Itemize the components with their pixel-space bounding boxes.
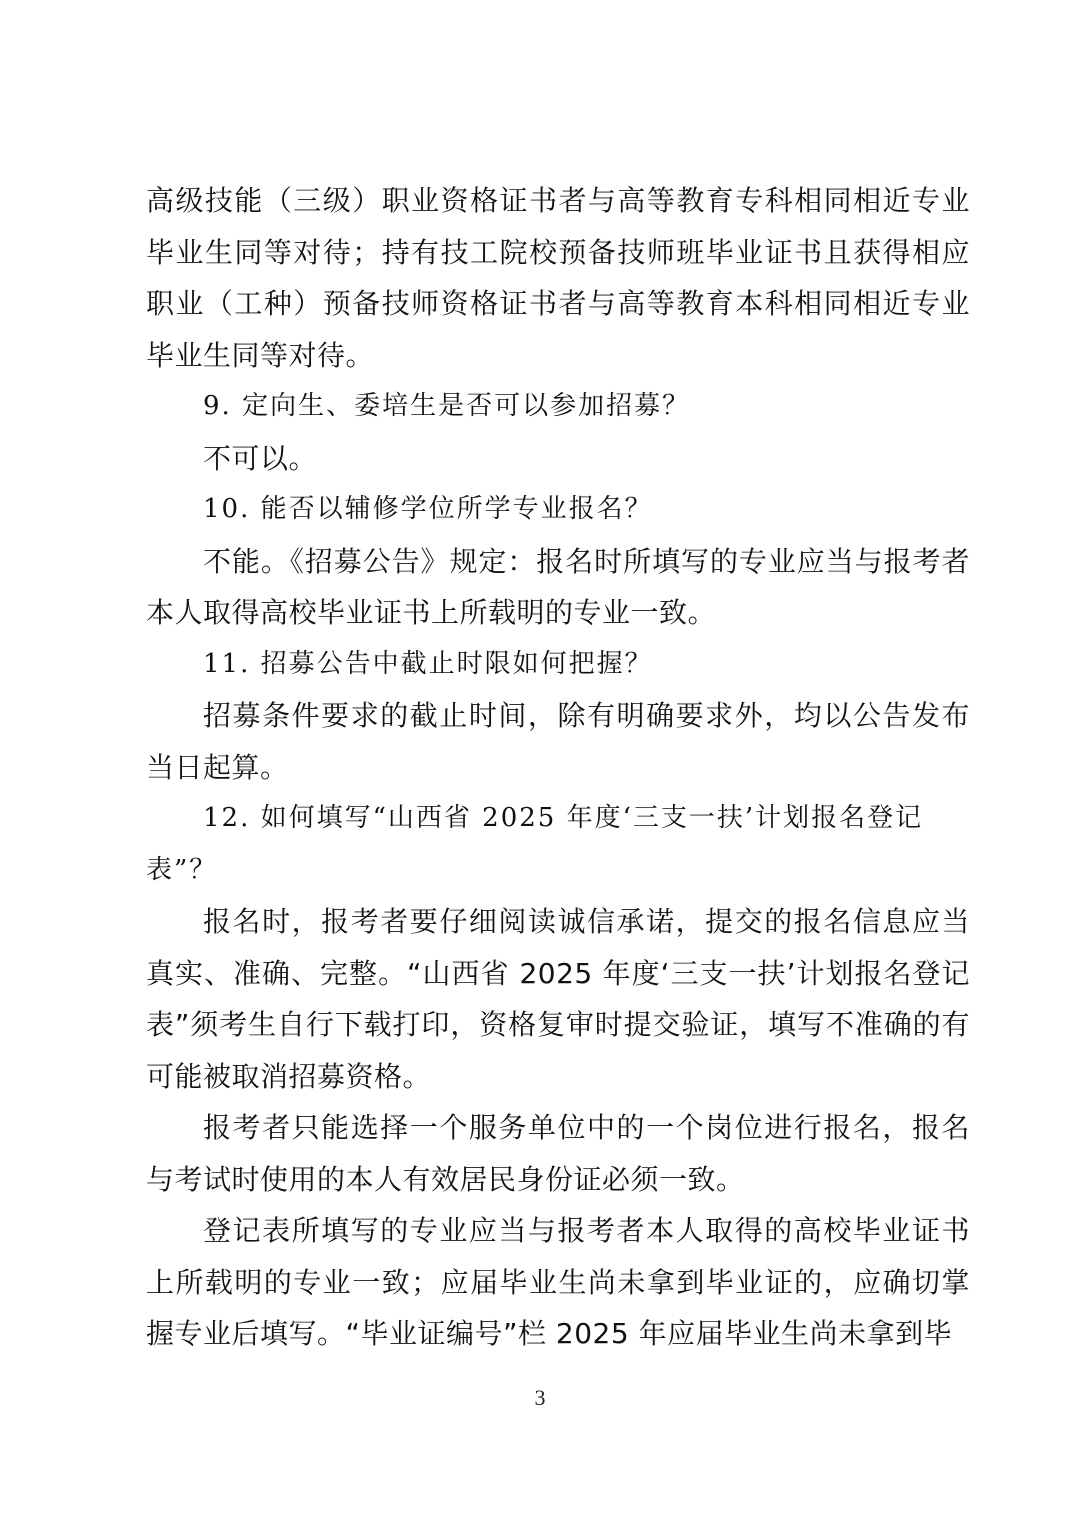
question-9: 9. 定向生、委培生是否可以参加招募？ bbox=[203, 391, 691, 421]
page-body bbox=[146, 175, 970, 1360]
answer-10: 不能。《招募公告》规定：报名时所填写的专业应当与报考者本人取得高校毕业证书上所载明的专业一致。 bbox=[146, 544, 970, 629]
answer-12-part-3: 登记表所填写的专业应当与报考者本人取得的高校毕业证书上所载明的专业一致；应届毕业生尚未拿到毕业证的，应确切掌握专业后填写。“毕业证编号”栏 2025 年应届毕业生尚未拿到毕 bbox=[146, 1214, 970, 1350]
answer-12-part-1: 报名时，报考者要仔细阅读诚信承诺，提交的报名信息应当真实、准确、完整。“山西省 2025 年度‘三支一扶’计划报名登记表”须考生自行下载打印，资格复审时提交验证，填写不准确的有可能被取消招募资格。 bbox=[146, 905, 970, 1093]
page-number: 3 bbox=[534, 1385, 546, 1410]
question-10: 10. 能否以辅修学位所学专业报名？ bbox=[203, 494, 653, 524]
question-11: 11. 招募公告中截止时限如何把握？ bbox=[203, 648, 653, 679]
answer-11: 招募条件要求的截止时间，除有明确要求外，均以公告发布当日起算。 bbox=[146, 699, 970, 784]
paragraph-continuation: 高级技能（三级）职业资格证书者与高等教育专科相同相近专业毕业生同等对待；持有技工院校预备技师班毕业证书且获得相应职业（工种）预备技师资格证书者与高等教育本科相同相近专业毕业生同等对待。 bbox=[146, 184, 970, 372]
answer-12-part-2: 报考者只能选择一个服务单位中的一个岗位进行报名，报名与考试时使用的本人有效居民身份证必须一致。 bbox=[146, 1111, 970, 1196]
question-12: 12. 如何填写“山西省 2025 年度‘三支一扶’计划报名登记表”？ bbox=[146, 803, 924, 885]
answer-9: 不可以。 bbox=[203, 441, 318, 475]
